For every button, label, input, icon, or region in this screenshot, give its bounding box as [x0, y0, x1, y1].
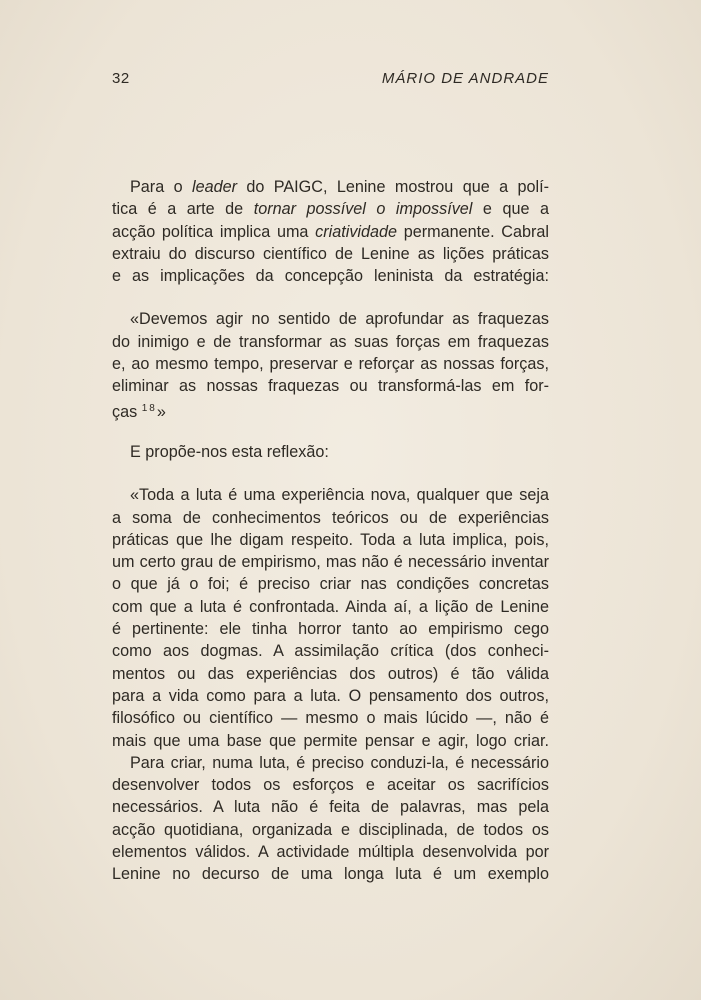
text-run: tica é a arte de — [112, 200, 254, 219]
text-line: como aos dogmas. A assimilação crítica (dos conheci- — [112, 642, 549, 661]
text-line: «Toda a luta é uma experiência nova, qualquer que seja — [130, 486, 549, 505]
text-line: mentos ou das experiências dos outros) é tão válida — [112, 664, 549, 683]
paragraph-gap — [112, 463, 549, 484]
text-line: práticas que lhe digam respeito. Toda a luta implica, pois, — [112, 530, 549, 549]
text-run: e que a — [472, 200, 549, 219]
paragraph-gap — [112, 287, 549, 308]
text-run: ças — [112, 402, 142, 421]
text-line — [112, 221, 549, 243]
italic-run: criatividade — [315, 222, 398, 241]
text-line: Lenine no decurso de uma longa luta é um exemplo — [112, 865, 549, 884]
text-line: e, ao mesmo tempo, preservar e reforçar as nossas forças, — [112, 355, 549, 374]
footnote-marker: 18 — [141, 402, 157, 414]
text-line: é pertinente: ele tinha horror tanto ao empirismo cego — [112, 620, 549, 639]
text-run: » — [156, 402, 166, 421]
page-number: 32 — [112, 70, 130, 87]
text-line — [112, 398, 549, 420]
text-line: acção quotidiana, organizada e disciplinada, de todos os — [112, 820, 549, 839]
quote-1 — [112, 308, 549, 419]
running-head: MÁRIO DE ANDRADE — [381, 70, 549, 87]
text-line: «Devemos agir no sentido de aprofundar as fraquezas — [130, 310, 549, 329]
text-line: extraiu do discurso científico de Lenine as lições práticas — [112, 244, 549, 263]
text-line: elementos válidos. A actividade múltipla desenvolvida por — [112, 843, 549, 862]
text-line: filosófico ou científico — mesmo o mais lúcido —, não é — [112, 709, 549, 728]
text-run: do PAIGC, Lenine mostrou que a polí- — [236, 178, 549, 196]
text-run: Para o — [130, 178, 192, 196]
text-line: e as implicações da concepção leninista da estratégia: — [112, 267, 549, 286]
text-line: para a vida como para a luta. O pensamento dos outros, — [112, 686, 549, 705]
text-line: com que a luta é confrontada. Ainda aí, a lição de Lenine — [112, 597, 549, 616]
text-line: E propõe-nos esta reflexão: — [130, 442, 329, 461]
text-line: o que já o foi; é preciso criar nas condições concretas — [112, 575, 549, 594]
text-line — [112, 176, 549, 198]
italic-run: tornar possível o impossível — [253, 200, 473, 219]
text-run: acção política implica uma — [112, 222, 316, 241]
text-run: permanente. Cabral — [397, 222, 549, 241]
text-line: Para criar, numa luta, é preciso conduzi-la, é necessário — [130, 753, 549, 772]
text-line: desenvolver todos os esforços e aceitar os sacrifícios — [112, 776, 549, 795]
paragraph-2 — [112, 441, 549, 463]
quote-2 — [112, 484, 549, 885]
text-line: do inimigo e de transformar as suas forças em fraquezas — [112, 332, 549, 351]
text-line — [112, 198, 549, 220]
paragraph-gap — [112, 420, 549, 441]
page-header — [112, 70, 549, 94]
text-line: mais que uma base que permite pensar e agir, logo criar. — [112, 731, 549, 750]
text-line: necessários. A luta não é feita de palavras, mas pela — [112, 798, 549, 817]
text-line: eliminar as nossas fraquezas ou transformá-las em for- — [112, 377, 549, 396]
text-line: um certo grau de empirismo, mas não é necessário inventar — [112, 553, 549, 572]
italic-run: leader — [191, 178, 237, 196]
text-line: a soma de conhecimentos teóricos ou de experiências — [112, 508, 549, 527]
body-text — [112, 176, 549, 886]
paragraph-1 — [112, 176, 549, 287]
